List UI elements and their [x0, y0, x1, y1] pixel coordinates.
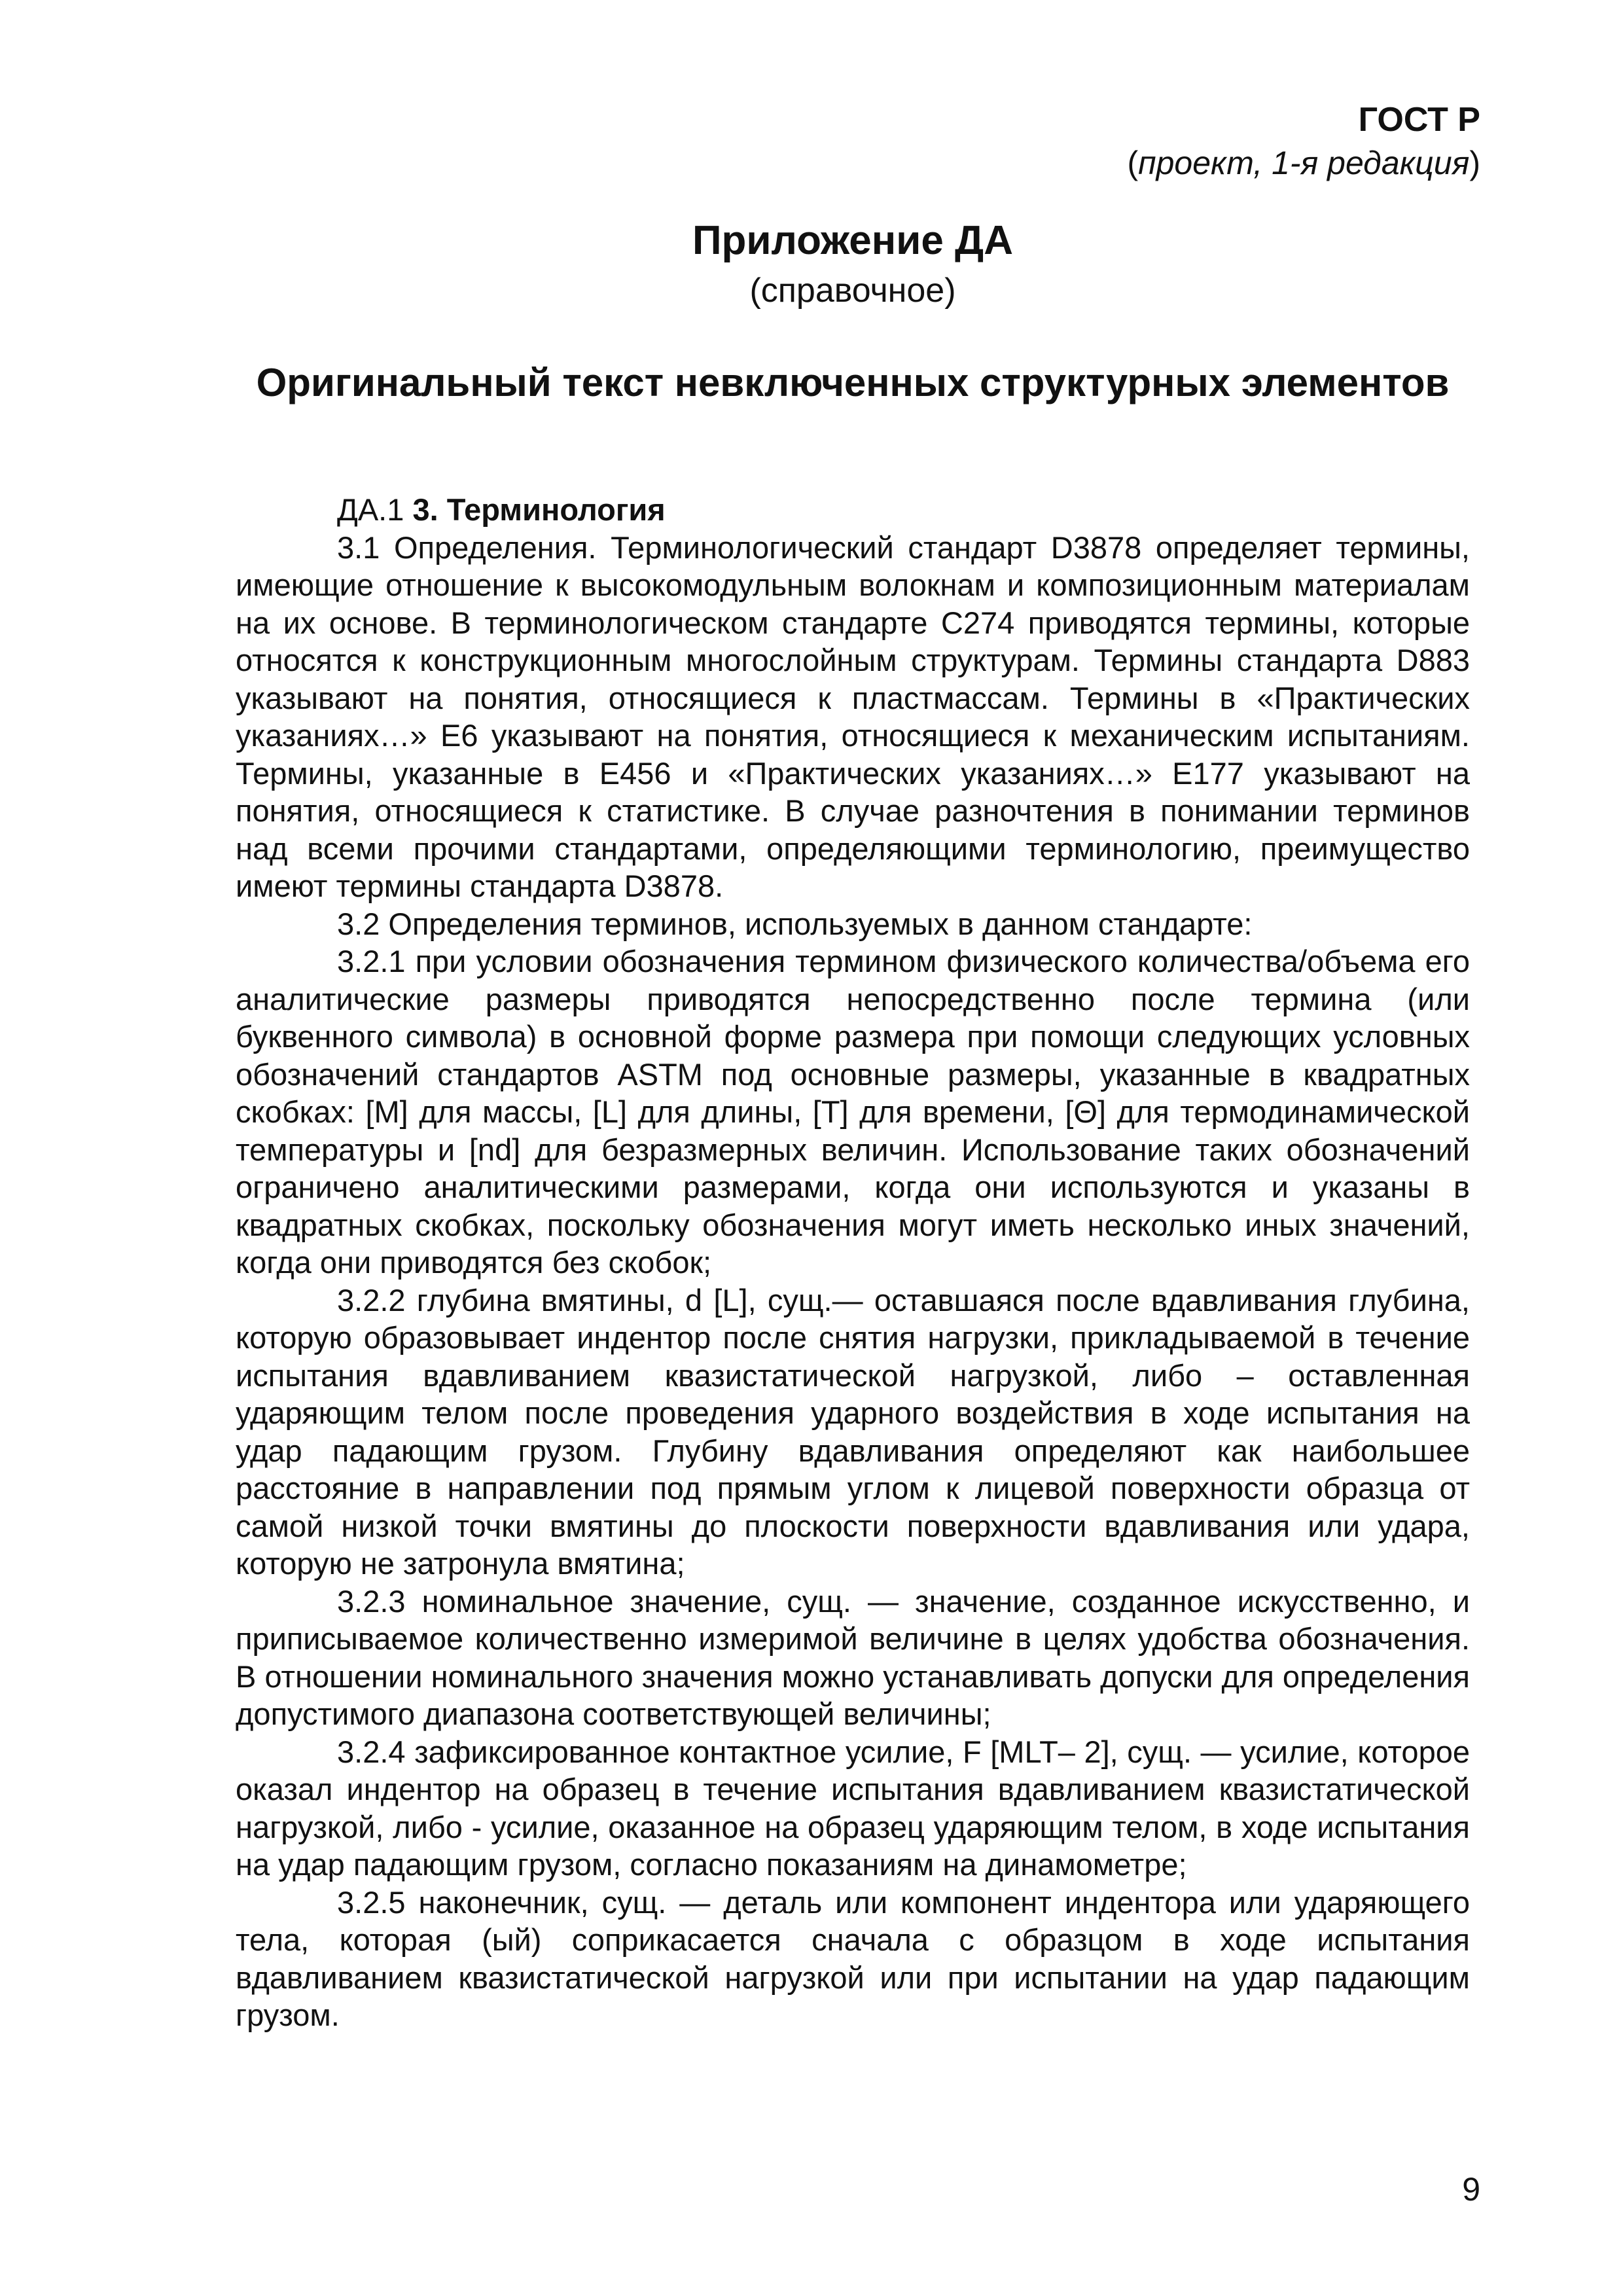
document-body [236, 491, 1470, 2034]
page-header [1127, 98, 1480, 185]
edition-close-paren: ) [1469, 145, 1480, 181]
standard-code: ГОСТ Р [1358, 101, 1480, 139]
edition-open-paren: ( [1127, 145, 1139, 181]
annex-status: (справочное) [749, 272, 956, 310]
annex-title: Приложение ДА [692, 218, 1013, 263]
annex-heading [236, 213, 1470, 313]
paragraph-3-1: 3.1 Определения. Терминологический стандарт D3878 определяет термины, имеющие отношение к высокомодульным волокнам и композиционным материалам на их основе. В терминологическом стандарте С274 приводятся термины, которые относятся к конструкционным многослойным структурам. Термины стандарта D883 указывают на понятия, относящиеся к пластмассам. Термины в «Практических указаниях…» Е6 указывают на понятия, относящиеся к механическим испытаниям. Термины, указанные в Е456 и «Практических указаниях…» Е177 указывают на понятия, относящиеся к статистике. В случае разночтения в понимании терминов над всеми прочими стандартами, определяющими терминологию, преимущество имеют термины стандарта D3878. [236, 529, 1470, 903]
paragraph-3-2-1: 3.2.1 при условии обозначения термином физического количества/объема его аналитические размеры приводятся непосредственно после термина (или буквенного символа) в основной форме размера при помощи следующих условных обозначений стандартов ASTM под основные размеры, указанные в квадратных скобках: [M] для массы, [L] для длины, [T] для времени, [Θ] для термодинамической температуры и [nd] для безразмерных величин. Использование таких обозначений ограничено аналитическими размерами, когда они используются и указаны в квадратных скобках, поскольку обозначения могут иметь несколько иных значений, когда они приводятся без скобок; [236, 944, 1470, 1280]
paragraph-3-2-5: 3.2.5 наконечник, сущ. — деталь или компонент индентора или ударяющего тела, которая (ый) соприкасается сначала с образцом в ходе испытания вдавливанием квазистатической нагрузкой или при испытании на удар падающим грузом. [236, 1884, 1470, 2032]
section-number: ДА.1 [337, 492, 404, 527]
paragraph-3-2-4: 3.2.4 зафиксированное контактное усилие, F [MLT– 2], сущ. — усилие, которое оказал индентор на образец в течение испытания вдавливанием квазистатической нагрузкой, либо - усилие, оказанное на образец ударяющим телом, в ходе испытания на удар падающим грузом, согласно показаниям на динамометре; [236, 1734, 1470, 1882]
edition-text: проект, 1-я редакция [1138, 145, 1470, 181]
edition-note [1127, 141, 1480, 185]
document-title: Оригинальный текст невключенных структурных элементов [256, 361, 1450, 404]
paragraph-3-2-2: 3.2.2 глубина вмятины, d [L], сущ.— оставшаяся после вдавливания глубина, которую образовывает индентор после снятия нагрузки, прикладываемой в течение испытания вдавливанием квазистатической нагрузкой, либо – оставленная ударяющим телом после проведения ударного воздействия в ходе испытания на удар падающим грузом. Глубину вдавливания определяют как наибольшее расстояние в направлении под прямым углом к лицевой поверхности образца от самой низкой точки вмятины до плоскости поверхности вдавливания или удара, которую не затронула вмятина; [236, 1282, 1470, 1581]
section-heading [236, 491, 1470, 529]
section-title: 3. Терминология [412, 492, 666, 527]
paragraph-3-2: 3.2 Определения терминов, используемых в данном стандарте: [337, 906, 1253, 941]
paragraph-3-2-3: 3.2.3 номинальное значение, сущ. — значение, созданное искусственно, и приписываемое количественно измеримой величине в целях удобства обозначения. В отношении номинального значения можно устанавливать допуски для определения допустимого диапазона соответствующей величины; [236, 1583, 1470, 1731]
page-number: 9 [1462, 2171, 1480, 2208]
